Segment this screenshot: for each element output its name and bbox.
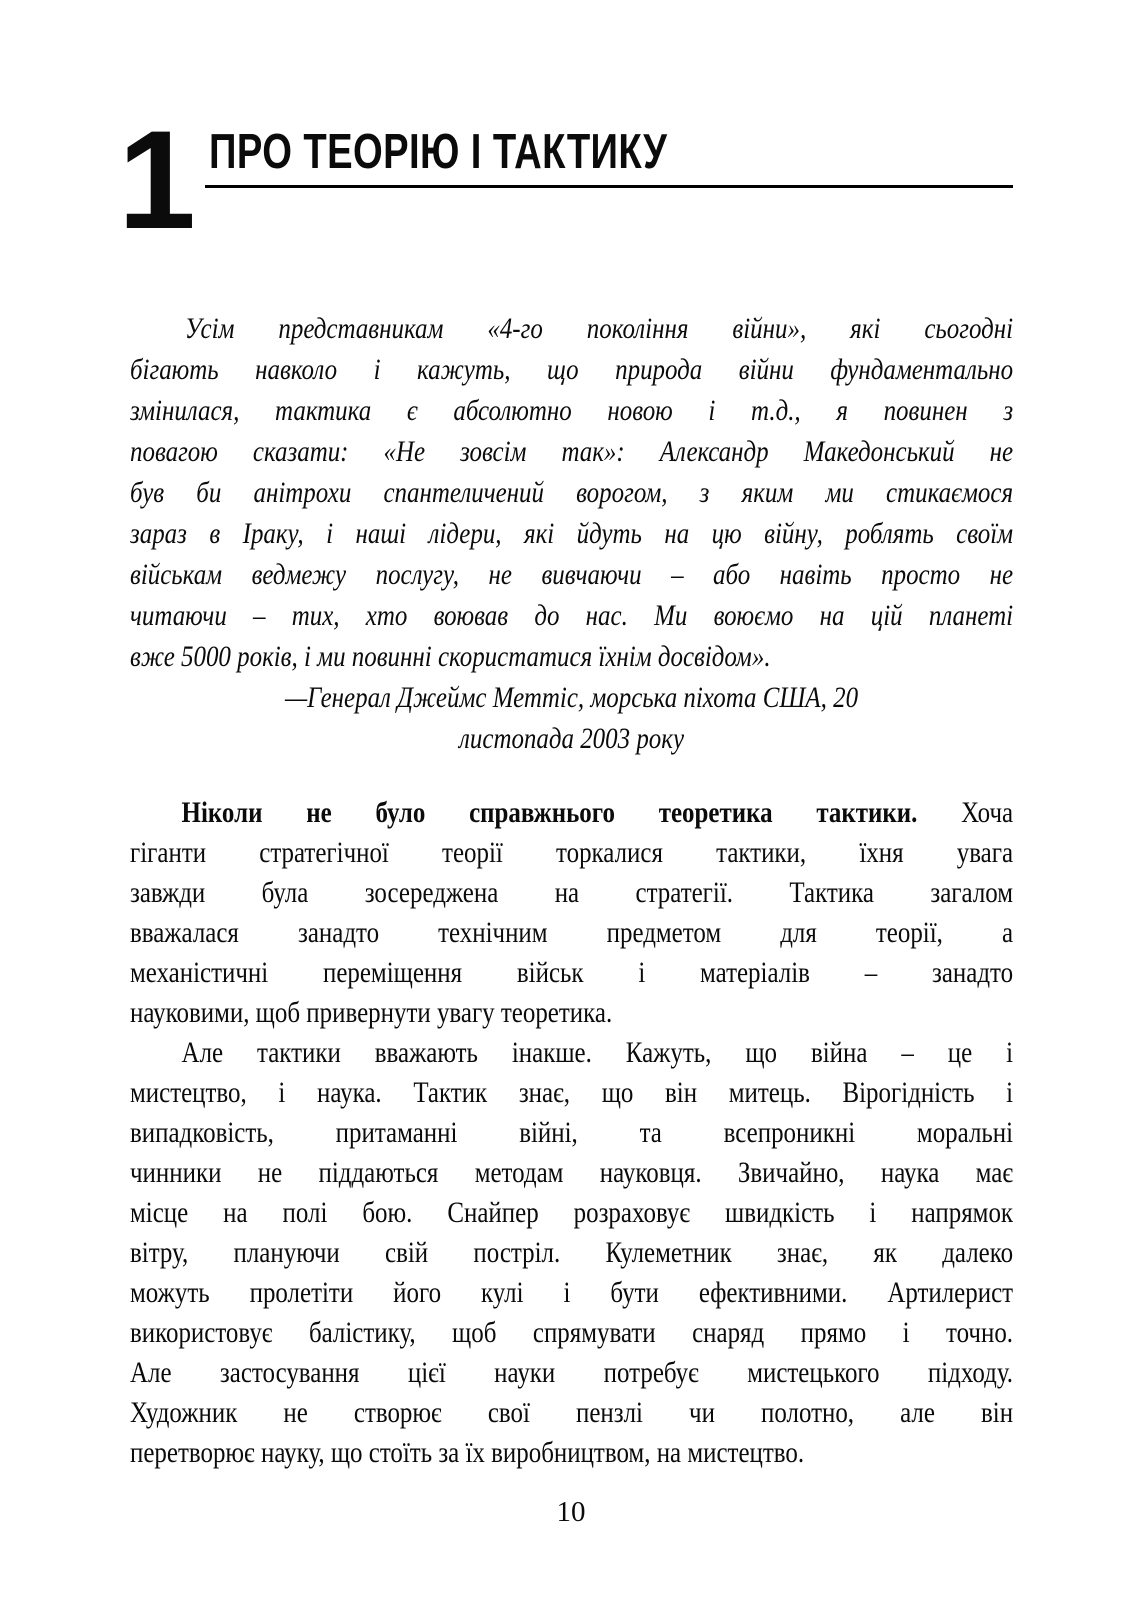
lead-bold-sentence: Ніколи не було справжнього теоретика тактики.	[181, 796, 918, 829]
epigraph-line: бігають навколо і кажуть, що природа війни фундаментально	[130, 353, 1014, 386]
paragraph-line: Але застосування цієї науки потребує мистецького підходу.	[130, 1356, 1014, 1389]
epigraph-line: читаючи – тих, хто воював до нас. Ми воюємо на цій планеті	[130, 599, 1014, 632]
attribution-line: листопада 2003 року	[459, 722, 685, 755]
epigraph	[130, 308, 1013, 677]
epigraph-line: повагою сказати: «Не зовсім так»: Александр Македонський не	[130, 435, 1014, 468]
paragraph-line: Але тактики вважають інакше. Кажуть, що війна – це і	[181, 1036, 1014, 1069]
paragraph-line: місце на полі бою. Снайпер розраховує швидкість і напрямок	[130, 1196, 1014, 1229]
chapter-number: 1	[118, 101, 196, 258]
chapter-title-wrap	[209, 125, 797, 179]
epigraph-line: був би анітрохи спантеличений ворогом, з яким ми стикаємося	[130, 476, 1014, 509]
attribution-line: —Генерал Джеймс Меттіс, морська піхота США, 20	[284, 681, 859, 714]
page-number: 10	[556, 1496, 586, 1528]
epigraph-line: Усім представникам «4-го покоління війни», які сьогодні	[184, 312, 1014, 345]
chapter-title: ПРО ТЕОРІЮ І ТАКТИКУ	[209, 125, 668, 179]
epigraph-attribution	[130, 677, 1013, 759]
vertical-spacer	[130, 759, 1013, 793]
paragraph-line: вітру, плануючи свій постріл. Кулеметник знає, як далеко	[130, 1236, 1014, 1269]
paragraph-line: гіганти стратегічної теорії торкалися тактики, їхня увага	[130, 836, 1014, 869]
epigraph-line: вже 5000 років, і ми повинні скористатися їхнім досвідом».	[130, 640, 771, 673]
paragraph-line: мистецтво, і наука. Тактик знає, що він митець. Вірогідність і	[130, 1076, 1014, 1109]
lead-rest: Хоча	[917, 796, 1014, 829]
paragraph-line: перетворює науку, що стоїть за їх виробництвом, на мистецтво.	[130, 1436, 805, 1469]
paragraph-line: завжди була зосереджена на стратегії. Тактика загалом	[130, 876, 1014, 909]
text-column	[130, 308, 1013, 1473]
paragraph-line: можуть пролетіти його кулі і бути ефективними. Артилерист	[130, 1276, 1014, 1309]
paragraph-line: Художник не створює свої пензлі чи полотно, але він	[130, 1396, 1014, 1429]
heading-rule	[205, 185, 1013, 188]
epigraph-line: військам ведмежу послугу, не вивчаючи – або навіть просто не	[130, 558, 1014, 591]
paragraph-1	[130, 793, 1013, 1033]
paragraph-line: використовує балістику, щоб спрямувати снаряд прямо і точно.	[130, 1316, 1014, 1349]
paragraph-line: науковими, щоб привернути увагу теоретика.	[130, 996, 613, 1029]
paragraph-line	[130, 793, 1013, 833]
paragraph-line: вважалася занадто технічним предметом для теорії, а	[130, 916, 1014, 949]
paragraph-line: випадковість, притаманні війні, та всепроникні моральні	[130, 1116, 1014, 1149]
epigraph-line: змінилася, тактика є абсолютно новою і т.д., я повинен з	[130, 394, 1014, 427]
epigraph-line: зараз в Іраку, і наші лідери, які йдуть на цю війну, роблять своїм	[130, 517, 1014, 550]
paragraph-2	[130, 1033, 1013, 1473]
paragraph-line: механістичні переміщення військ і матеріалів – занадто	[130, 956, 1014, 989]
paragraph-line: чинники не піддаються методам науковця. Звичайно, наука має	[130, 1156, 1014, 1189]
